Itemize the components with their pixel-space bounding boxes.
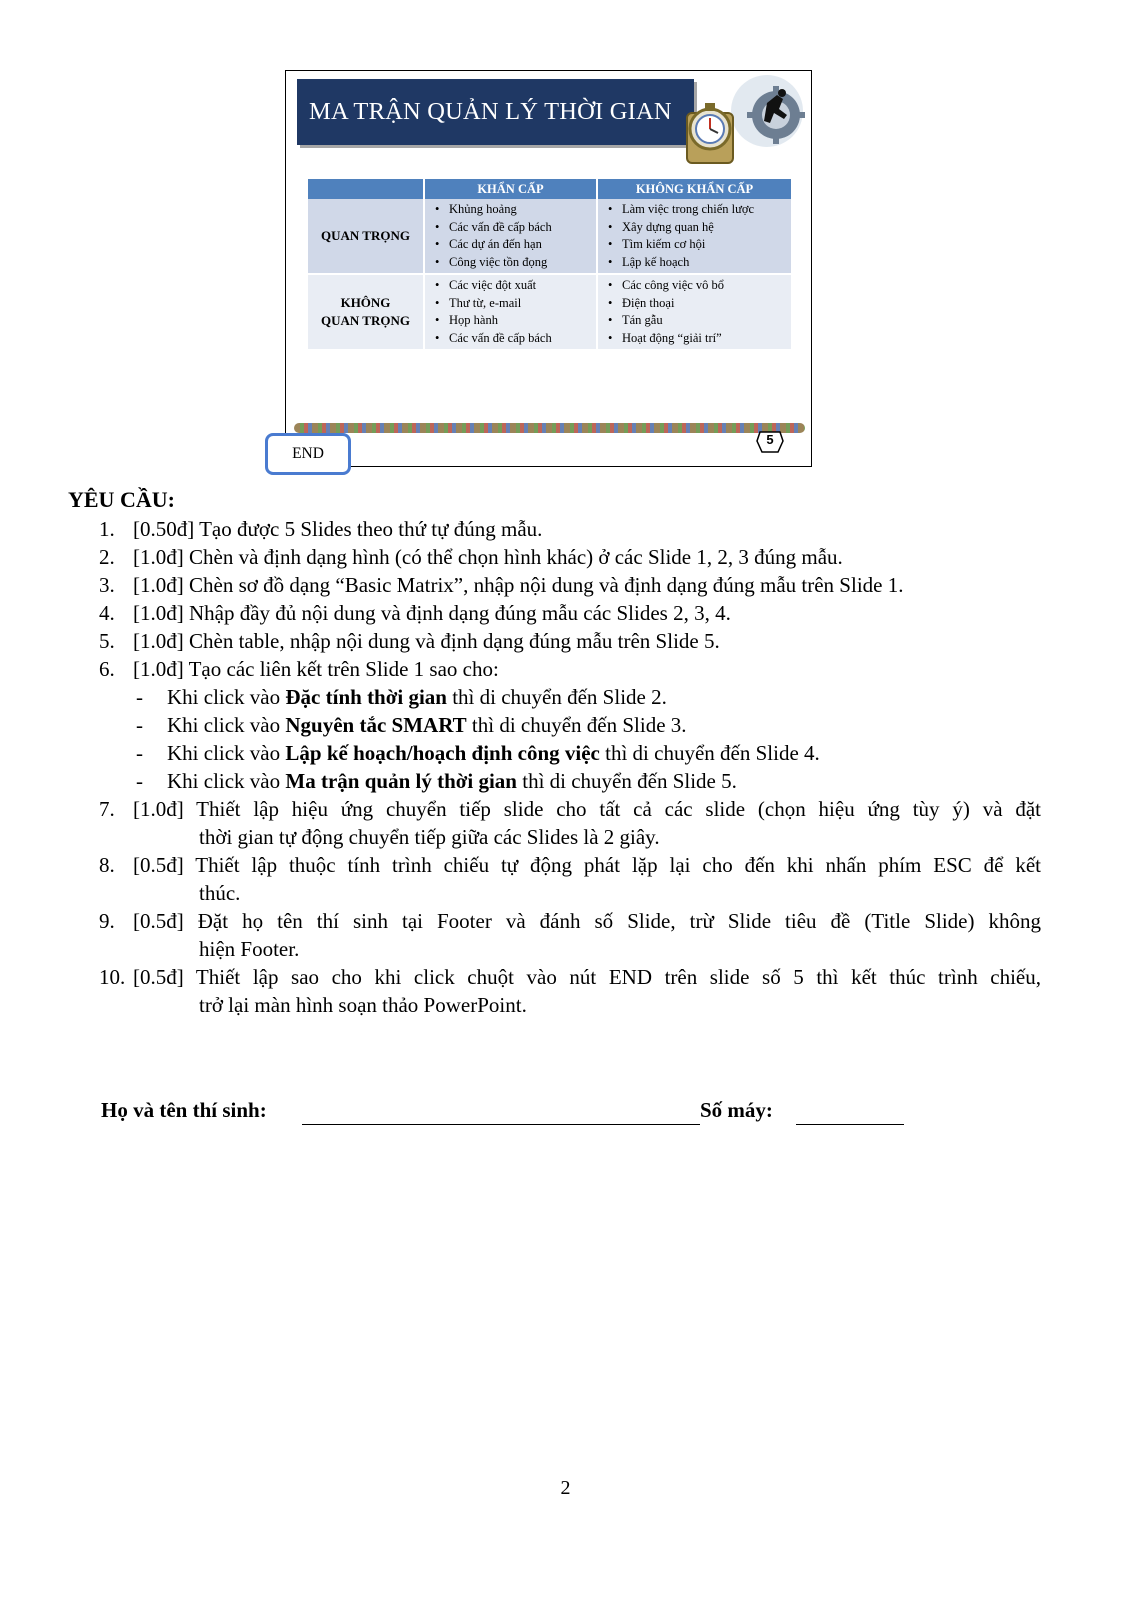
matrix-cell xyxy=(597,199,791,274)
list-item: • Thư từ, e-mail xyxy=(435,295,596,313)
machine-number-label: Số máy: xyxy=(700,1098,773,1122)
clock-gear-icon xyxy=(681,73,809,171)
requirements-heading: YÊU CẦU: xyxy=(68,487,175,512)
list-item xyxy=(0,515,1131,543)
requirements-list xyxy=(0,515,1131,1019)
row-label-line1: KHÔNG xyxy=(340,295,391,310)
item-text: [0.5đ] Thiết lập thuộc tính trình chiếu tự động phát lặp lại cho đến khi nhấn phím ESC để kết xyxy=(133,853,1041,877)
sub-item: - Khi click vào Đặc tính thời gian thì di chuyển đến Slide 2. xyxy=(136,685,667,709)
list-item xyxy=(0,627,1131,655)
list-item: • Họp hành xyxy=(435,312,596,330)
item-text-continued: thời gian tự động chuyển tiếp giữa các Slides là 2 giây. xyxy=(199,825,660,849)
list-item: • Các dự án đến hạn xyxy=(435,236,596,254)
link-target-text: Lập kế hoạch/hoạch định công việc xyxy=(285,741,600,765)
matrix-corner-cell xyxy=(308,179,424,199)
item-number: 6. xyxy=(99,657,115,681)
item-text-continued: thúc. xyxy=(199,881,241,905)
list-item xyxy=(0,851,1131,907)
sub-item: - Khi click vào Lập kế hoạch/hoạch định công việc thì di chuyển đến Slide 4. xyxy=(136,741,820,765)
item-number: 7. xyxy=(99,797,115,821)
list-item xyxy=(0,907,1131,963)
machine-number-field[interactable] xyxy=(796,1124,904,1125)
link-target-text: Nguyên tắc SMART xyxy=(285,713,467,737)
item-text: [1.0đ] Tạo các liên kết trên Slide 1 sao cho: xyxy=(133,657,499,681)
item-number: 10. xyxy=(99,965,126,989)
item-text: [1.0đ] Chèn sơ đồ dạng “Basic Matrix”, nhập nội dung và định dạng đúng mẫu trên Slide 1. xyxy=(133,573,904,597)
list-item: • Tán gẫu xyxy=(608,312,791,330)
slide-title: MA TRẬN QUẢN LÝ THỜI GIAN xyxy=(309,98,672,125)
candidate-name-field[interactable] xyxy=(302,1124,700,1125)
item-text-continued: trở lại màn hình soạn thảo PowerPoint. xyxy=(199,993,527,1017)
matrix-cell xyxy=(424,199,597,274)
candidate-name-label: Họ và tên thí sinh: xyxy=(101,1098,267,1122)
list-item xyxy=(0,963,1131,1019)
matrix-cell xyxy=(597,274,791,349)
link-target-text: Đặc tính thời gian xyxy=(285,685,447,709)
time-matrix-table xyxy=(308,179,791,349)
list-item xyxy=(0,571,1131,599)
item-number: 3. xyxy=(99,573,115,597)
list-item: • Các công việc vô bổ xyxy=(608,277,791,295)
item-text: [1.0đ] Chèn table, nhập nội dung và định dạng đúng mẫu trên Slide 5. xyxy=(133,629,720,653)
page-number: 2 xyxy=(560,1477,571,1499)
sub-item: - Khi click vào Nguyên tắc SMART thì di chuyển đến Slide 3. xyxy=(136,713,687,737)
list-item: • Khủng hoảng xyxy=(435,201,596,219)
list-item: • Tìm kiếm cơ hội xyxy=(608,236,791,254)
item-text: [1.0đ] Nhập đầy đủ nội dung và định dạng đúng mẫu các Slides 2, 3, 4. xyxy=(133,601,731,625)
list-item: • Hoạt động “giải trí” xyxy=(608,330,791,348)
list-item xyxy=(0,655,1131,683)
list-item: • Công việc tồn đọng xyxy=(435,254,596,272)
item-number: 1. xyxy=(99,517,115,541)
item-text: [1.0đ] Thiết lập hiệu ứng chuyển tiếp slide cho tất cả các slide (chọn hiệu ứng tùy ý) và đặt xyxy=(133,797,1041,821)
list-item: • Làm việc trong chiến lược xyxy=(608,201,791,219)
decorative-vine-border xyxy=(294,423,805,433)
item-text: [0.5đ] Đặt họ tên thí sinh tại Footer và đánh số Slide, trừ Slide tiêu đề (Title Slide) không xyxy=(133,909,1041,933)
list-item: • Lập kế hoạch xyxy=(608,254,791,272)
row-label-line2: QUAN TRỌNG xyxy=(321,313,410,328)
item-number: 4. xyxy=(99,601,115,625)
list-item: • Điện thoại xyxy=(608,295,791,313)
slide-number: 5 xyxy=(766,432,774,447)
list-item: • Các việc đột xuất xyxy=(435,277,596,295)
item-text: [0.5đ] Thiết lập sao cho khi click chuột vào nút END trên slide số 5 thì kết thúc trình chiếu, xyxy=(133,965,1041,989)
item-number: 9. xyxy=(99,909,115,933)
item-number: 2. xyxy=(99,545,115,569)
item-text: [1.0đ] Chèn và định dạng hình (có thể chọn hình khác) ở các Slide 1, 2, 3 đúng mẫu. xyxy=(133,545,843,569)
matrix-header-urgent: KHẨN CẤP xyxy=(424,179,597,199)
list-item xyxy=(0,543,1131,571)
list-item xyxy=(0,599,1131,627)
item-number: 8. xyxy=(99,853,115,877)
matrix-row-label-important: QUAN TRỌNG xyxy=(308,199,424,274)
matrix-header-not-urgent: KHÔNG KHẨN CẤP xyxy=(597,179,791,199)
item-text-continued: hiện Footer. xyxy=(199,937,300,961)
slide-preview xyxy=(285,70,812,467)
item-number: 5. xyxy=(99,629,115,653)
sub-item: - Khi click vào Ma trận quản lý thời gian thì di chuyển đến Slide 5. xyxy=(136,769,737,793)
link-target-text: Ma trận quản lý thời gian xyxy=(285,769,517,793)
list-item: • Xây dựng quan hệ xyxy=(608,219,791,237)
item-text: [0.50đ] Tạo được 5 Slides theo thứ tự đúng mẫu. xyxy=(133,517,543,541)
slide-title-bar xyxy=(297,79,694,145)
list-item: • Các vấn đề cấp bách xyxy=(435,219,596,237)
end-button[interactable]: END xyxy=(265,433,351,475)
matrix-cell xyxy=(424,274,597,349)
list-item xyxy=(0,795,1131,851)
list-item: • Các vấn đề cấp bách xyxy=(435,330,596,348)
matrix-row-label-not-important xyxy=(308,274,424,349)
